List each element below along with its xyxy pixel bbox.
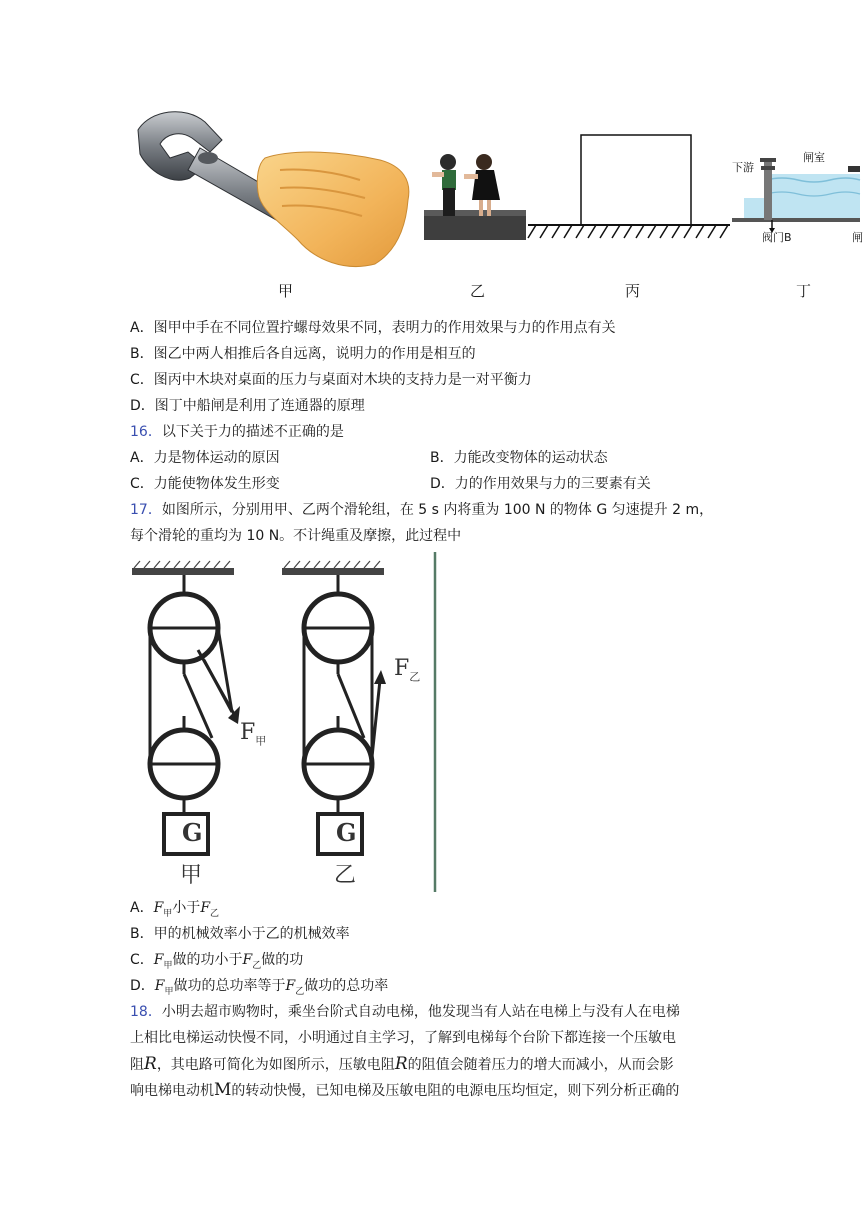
caption-yi: 乙 — [470, 282, 486, 300]
caption-jia: 甲 — [278, 282, 294, 300]
pulley-system-yi — [282, 561, 386, 854]
weight-label-jia: G — [182, 818, 203, 847]
q18-line1: 18．小明去超市购物时，乘坐台阶式自动电梯，他发现当有人站在电梯上与没有人在电梯 — [130, 1004, 680, 1020]
q17-stem-line2: 每个滑轮的重均为 10 N。不计绳重及摩擦，此过程中 — [130, 528, 462, 544]
lock-chamber-label: 闸室 — [803, 151, 825, 164]
figure-row-top — [0, 0, 863, 300]
cut-label: 闸 — [852, 231, 863, 244]
q17-stem-line1 — [130, 500, 713, 520]
q18-number: 18． — [130, 1004, 162, 1020]
q18-line4: 响电梯电动机M的转动快慢，已知电梯及压敏电阻的电源电压均恒定，则下列分析正确的 — [130, 1080, 680, 1100]
pulley-systems-figure — [128, 552, 440, 892]
q16-option-b: B．力能改变物体的运动状态 — [430, 450, 608, 466]
valve-label: 阀门B — [762, 231, 792, 244]
pulley-system-jia — [132, 561, 240, 854]
two-people-pushing-figure — [424, 148, 526, 240]
q16-number: 16． — [130, 424, 162, 440]
q16-stem-text: 以下关于力的描述不正确的是 — [161, 424, 344, 440]
q17-option-b: B．甲的机械效率小于乙的机械效率 — [130, 926, 350, 942]
caption-ding: 丁 — [796, 282, 812, 300]
pulley-caption-jia: 甲 — [180, 863, 203, 888]
q17-option-c: C．$F_甲$做的功小于$F_乙$做的功 — [130, 952, 304, 971]
q16-option-c: C．力能使物体发生形变 — [130, 476, 280, 492]
force-label-jia: $F_甲$ — [240, 720, 267, 748]
q17-option-a: A．$F_甲$小于$F_乙$ — [130, 900, 220, 919]
q17-option-d: D．$F_甲$做功的总功率等于$F_乙$做功的总功率 — [130, 978, 389, 997]
downstream-label: 下游 — [732, 161, 754, 174]
q15-option-c: C．图丙中木块对桌面的压力与桌面对木块的支持力是一对平衡力 — [130, 372, 532, 388]
force-label-yi: $F_乙$ — [394, 656, 421, 684]
q15-option-b: B．图乙中两人相推后各自远离，说明力的作用是相互的 — [130, 346, 476, 362]
wrench-hand-figure — [130, 100, 415, 270]
caption-bing: 丙 — [625, 282, 641, 300]
q16-option-d: D．力的作用效果与力的三要素有关 — [430, 476, 651, 492]
q17-number: 17． — [130, 502, 162, 518]
q15-option-d: D．图丁中船闸是利用了连通器的原理 — [130, 398, 365, 414]
block-on-table-figure — [528, 134, 730, 246]
q16-option-a: A．力是物体运动的原因 — [130, 450, 280, 466]
pulley-caption-yi: 乙 — [334, 863, 357, 888]
weight-label-yi: G — [336, 818, 357, 847]
q16-stem — [130, 422, 344, 442]
q17-stem-line1-text: 如图所示，分别用甲、乙两个滑轮组，在 5 s 内将重为 100 N 的物体 G 匀速提升 2 m， — [161, 502, 714, 518]
q18-line3: 阻R，其电路可简化为如图所示，压敏电阻R的阻值会随着压力的增大而减小，从而会影 — [130, 1054, 674, 1074]
q15-option-a: A．图甲中手在不同位置拧螺母效果不同，表明力的作用效果与力的作用点有关 — [130, 320, 616, 336]
q18-line2: 上相比电梯运动快慢不同，小明通过自主学习，了解到电梯每个台阶下都连接一个压敏电 — [130, 1030, 676, 1046]
